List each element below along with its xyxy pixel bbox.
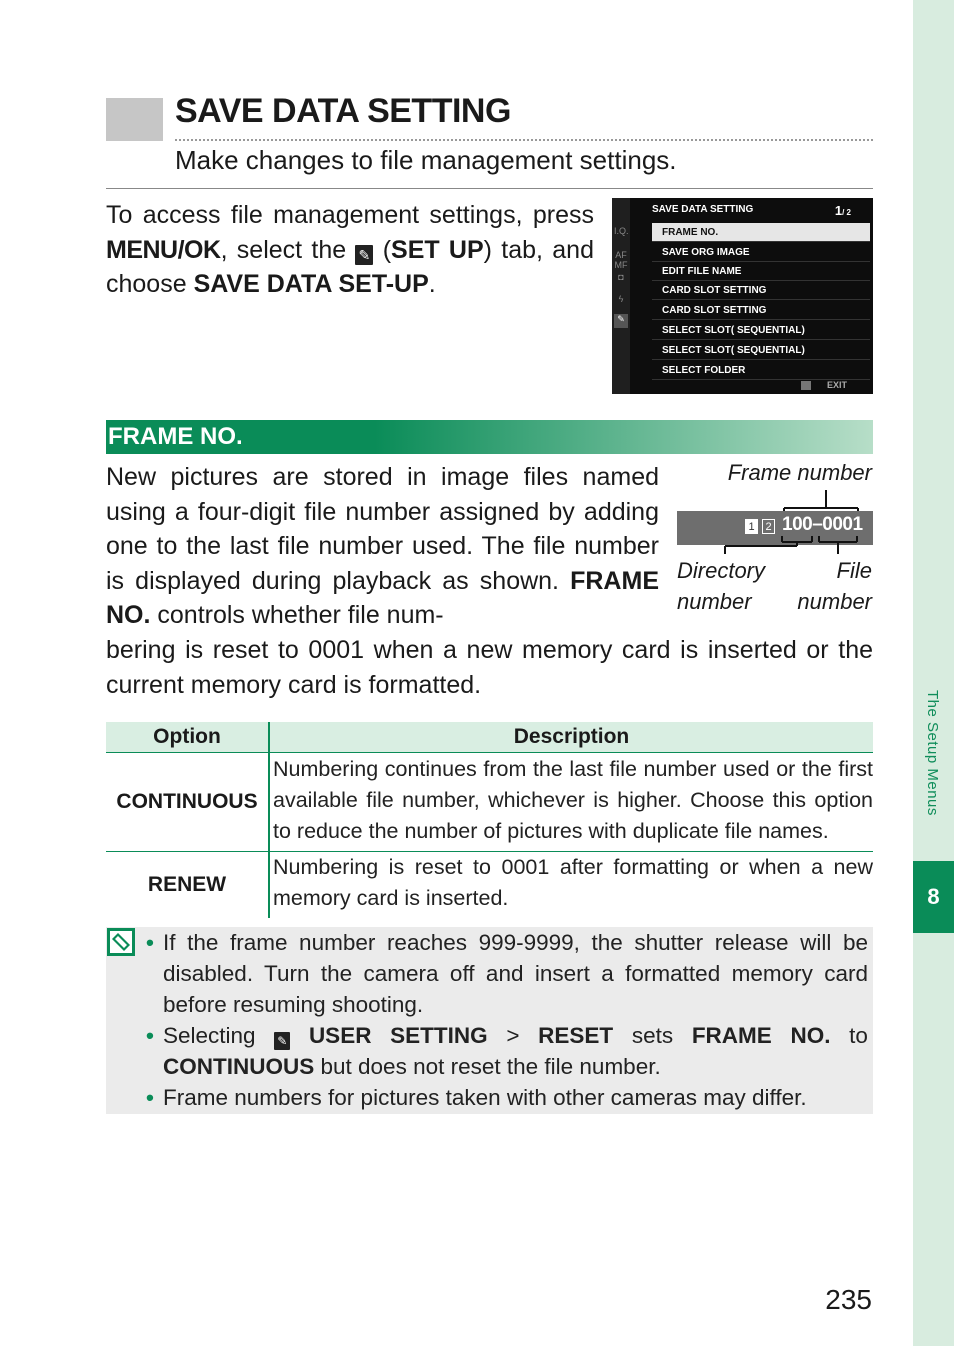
menu-item-save-org-image[interactable]: SAVE ORG IMAGE (652, 243, 870, 262)
table-header-row (106, 722, 873, 753)
column-header-option: Option (106, 722, 269, 753)
menu-item-frame-no[interactable]: FRAME NO. (652, 223, 870, 242)
section-heading: FRAME NO. (108, 423, 243, 450)
menu-ok-button-ref: MENU/OK (106, 235, 221, 264)
note-box (106, 927, 873, 1114)
chapter-number: 8 (913, 861, 954, 933)
page-subtitle: Make changes to file management settings. (175, 145, 677, 175)
wrench-icon: ✎ (355, 245, 373, 265)
description-renew: Numbering is reset to 0001 after formatting or when a new memory card is inserted. (273, 855, 873, 910)
note-list (146, 927, 868, 1113)
menu-item-select-slot-still[interactable]: SELECT SLOT( SEQUENTIAL) (652, 321, 870, 340)
wrench-icon: ✎ (614, 314, 628, 328)
note-pencil-icon (106, 927, 136, 957)
note-item: • Frame numbers for pictures taken with other cameras may differ. (146, 1082, 868, 1113)
flash-icon: ϟ (618, 294, 624, 304)
frame-number-label: Frame number (727, 460, 872, 485)
page-title: SAVE DATA SETTING (175, 92, 511, 130)
af-mf-icon: AF MF (614, 250, 628, 270)
screen-page-indicator: 1/ 2 (834, 203, 851, 218)
table-row (106, 753, 873, 852)
camera-menu-screenshot (612, 198, 873, 394)
screen-title: SAVE DATA SETTING (652, 204, 754, 215)
menu-item-still-card-slot-setting[interactable]: CARD SLOT SETTING (652, 281, 870, 300)
side-tab-label: The Setup Menus (924, 690, 941, 816)
page-number: 235 (825, 1284, 872, 1315)
card-slot-1-icon: 1 (745, 519, 758, 534)
title-marker (106, 98, 163, 141)
body-paragraph-continued: bering is reset to 0001 when a new memory card is inserted or the current memory card is formatted. (106, 636, 873, 699)
wrench-icon: ✎ (274, 1032, 290, 1050)
title-divider (175, 139, 873, 141)
subtitle-divider (106, 188, 873, 189)
note-item: • If the frame number reaches 999-9999, the shutter release will be disabled. Turn the camera off and insert a formatted memory card before resuming shooting. (146, 927, 868, 1020)
table-row (106, 852, 873, 919)
directory-file-callouts (677, 536, 873, 556)
option-continuous: CONTINUOUS (106, 753, 269, 852)
screen-exit-label: EXIT (826, 380, 847, 390)
menu-item-movie-card-slot-setting[interactable]: CARD SLOT SETTING (652, 301, 870, 320)
directory-number-label: Directory number (677, 558, 766, 614)
image-quality-icon: I.Q. (614, 226, 629, 236)
file-number-label: File number (797, 558, 872, 614)
body-paragraph: New pictures are stored in image files named using a four-digit file number assigned by adding one to the last file number used. The file number is displayed during playback as shown. FRAME NO. controls whether file num- (106, 463, 659, 629)
section-heading-bar (106, 420, 873, 454)
option-renew: RENEW (106, 852, 269, 919)
menu-tab-strip (612, 198, 630, 394)
menu-item-edit-file-name[interactable]: EDIT FILE NAME (652, 262, 870, 281)
card-slot-2-icon: 2 (762, 519, 775, 534)
options-table (106, 722, 873, 918)
intro-paragraph: To access file management settings, press MENU/OK, select the ✎ (SET UP) tab, and choose SAVE DATA SET-UP. (106, 201, 594, 298)
back-button-icon (801, 381, 811, 390)
frame-number-display: 100–0001 (782, 514, 863, 535)
menu-item-select-folder[interactable]: SELECT FOLDER (652, 361, 870, 380)
menu-item-select-slot-movie[interactable]: SELECT SLOT( SEQUENTIAL) (652, 341, 870, 360)
description-continuous: Numbering continues from the last file number used or the first available file number, whichever is higher. Choose this option to reduce the number of pictures with duplicate file names. (269, 753, 873, 852)
note-item: • Selecting ✎ USER SETTING > RESET sets FRAME NO. to CONTINUOUS but does not reset the file number. (146, 1020, 868, 1082)
side-tab (913, 0, 954, 1346)
column-header-description: Description (269, 722, 873, 753)
camera-icon: ◘ (618, 272, 624, 282)
